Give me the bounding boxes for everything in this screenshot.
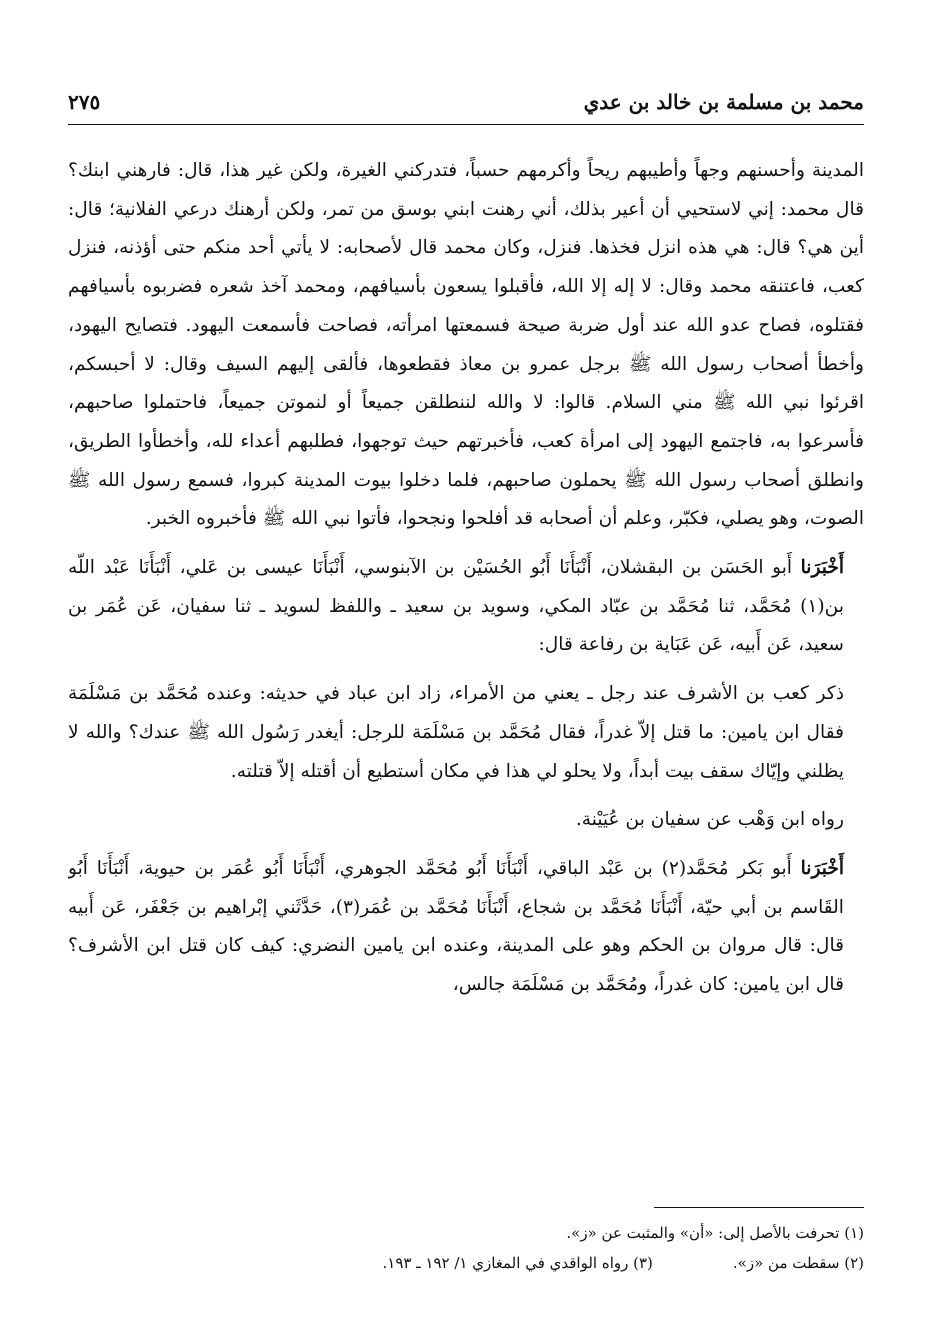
paragraph-text: رواه ابن وَهْب عن سفيان بن عُيَيْنة. bbox=[575, 809, 844, 831]
footnote: (١) تحرفت بالأصل إلى: «أن» والمثبت عن «ز». bbox=[566, 1224, 864, 1242]
footnote-line bbox=[68, 1218, 864, 1248]
page-number: ٢٧٥ bbox=[68, 90, 101, 114]
paragraph-text: أَبو الحَسَن بن البقشلان، أَنْبَأَنَا أَبُو الحُسَيْن بن الآبنوسي، أَنْبَأَنَا عيسى بن عَلي، أَنْبَأَنَا عَبْد اللّه بن(١) مُحَمَّد، ثنا مُحَمَّد بن عبّاد المكي، وسويد بن سعيد ـ واللفظ لسويد ـ ثنا سفيان، عَن عُمَر بن سعيد، عَن أَبيه، عَن عَبَاية بن رفاعة قال: bbox=[68, 557, 844, 656]
paragraph bbox=[68, 850, 864, 1005]
paragraph bbox=[68, 152, 864, 539]
isnad-label: أَخْبَرَنا bbox=[800, 557, 844, 579]
footnote-line bbox=[68, 1248, 864, 1278]
footnote: (٢) سقطت من «ز». bbox=[732, 1254, 864, 1272]
running-head: محمد بن مسلمة بن خالد بن عدي bbox=[583, 90, 864, 114]
page-header bbox=[68, 84, 864, 125]
body-text bbox=[68, 152, 864, 1192]
paragraph bbox=[68, 549, 864, 665]
paragraph bbox=[68, 675, 864, 791]
paragraph-text: أَبو بَكر مُحَمَّد(٢) بن عَبْد الباقي، أَنْبَأَنَا أَبُو مُحَمَّد الجوهري، أَنْبَأَنَا أَبُو عُمَر بن حيوية، أَنْبَأَنَا أَبُو القَاسم بن أبي حيّة، أَنْبَأَنَا مُحَمَّد بن شجاع، أَنْبَأَنَا مُحَمَّد بن عُمَر(٣)، حَدَّثَني إبْراهيم بن جَعْفَر، عَن أَبيه قال: قال مروان بن الحكم وهو على المدينة، وعنده ابن يامين النضري: كيف كان قتل ابن الأشرف؟ قال ابن يامين: كان غدراً، ومُحَمَّد بن مَسْلَمَة جالس، bbox=[68, 857, 844, 996]
footnote-divider bbox=[654, 1207, 864, 1208]
paragraph bbox=[68, 801, 864, 840]
isnad-label: أَخْبَرَنا bbox=[800, 857, 844, 879]
paragraph-text: المدينة وأحسنهم وجهاً وأطيبهم ريحاً وأكرمهم حسباً، فتدركني الغيرة، ولكن غير هذا، قال: فارهني ابنك؟ قال محمد: إني لاستحيي أن أعير بذلك، أني رهنت ابني بوسق من تمر، ولكن أرهنك درعي الفلانية؛ قال: أين هي؟ قال: هي هذه انزل فخذها. فنزل، وكان محمد قال لأصحابه: لا يأتي أحد منكم حتى أؤذنه، فنزل كعب، فاعتنقه محمد وقال: لا إله إلا الله، فأقبلوا يسعون بأسيافهم، ومحمد آخذ شعره فضربوه بأسيافهم فقتلوه، فصاح عدو الله عند أول ضربة صيحة فسمعتها امرأته، فصاحت فأسمعت اليهود. فتصايح اليهود، وأخطأ أصحاب رسول الله ﷺ برجل عمرو بن معاذ فقطعوها، فألقى إليهم السيف وقال: لا أحبسكم، اقرئوا نبي الله ﷺ مني السلام. قالوا: لا والله لننطلقن جميعاً أو لنموتن جميعاً، فاحتملوا صاحبهم، فأسرعوا به، فاجتمع اليهود إلى امرأة كعب، فأخبرتهم حيث توجهوا، فطلبهم أعداء لله، وأخطأوا الطريق، وانطلق أصحاب رسول الله ﷺ يحملون صاحبهم، فلما دخلوا بيوت المدينة كبروا، فسمع رسول الله ﷺ الصوت، وهو يصلي، فكبّر، وعلم أن أصحابه قد أفلحوا ونجحوا، فأتوا نبي الله ﷺ فأخبروه الخبر. bbox=[68, 160, 864, 530]
paragraph-text: ذكر كعب بن الأشرف عند رجل ـ يعني من الأمراء، زاد ابن عباد في حديثه: وعنده مُحَمَّد بن مَسْلَمَة فقال ابن يامين: ما قتل إلاّ غدراً، فقال مُحَمَّد بن مَسْلَمَة للرجل: أيغدر رَسُول الله ﷺ عندك؟ والله لا يظلني وإيّاك سقف بيت أبداً، ولا يحلو لي هذا في مكان أستطيع أن أقتله إلاّ قتلته. bbox=[68, 683, 844, 782]
footnote: (٣) رواه الواقدي في المغازي ١/ ١٩٢ ـ ١٩٣. bbox=[382, 1254, 653, 1272]
footnotes bbox=[68, 1218, 864, 1278]
